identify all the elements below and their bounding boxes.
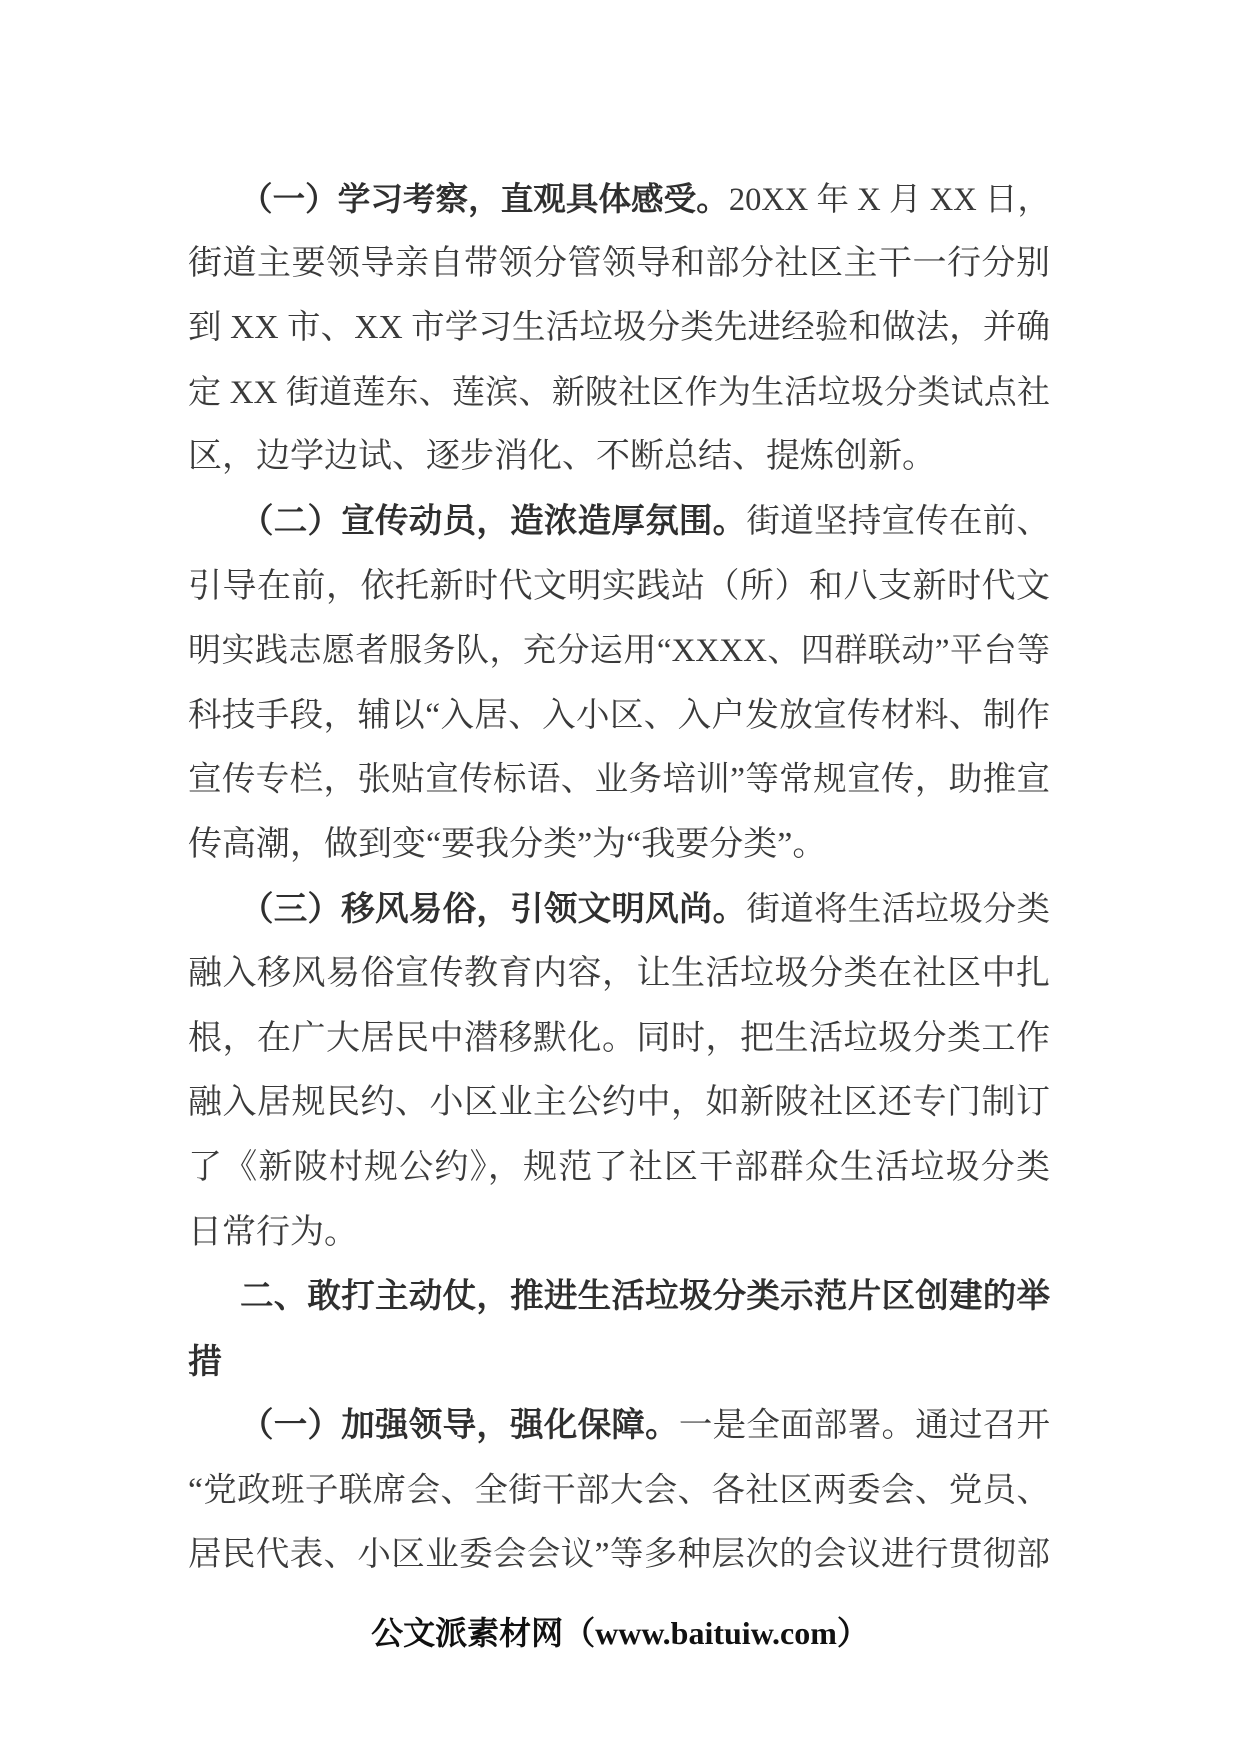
paragraph-1-line-2: 街道主要领导亲自带领分管领导和部分社区主干一行分别 — [188, 244, 1050, 282]
paragraph-2-lead-heading: （二）宣传动员，造浓造厚氛围。 — [240, 502, 747, 540]
paragraph-3-line-1-text: 街道将生活垃圾分类 — [746, 890, 1050, 928]
paragraph-3-line-2: 融入移风易俗宣传教育内容，让生活垃圾分类在社区中扎 — [188, 955, 1050, 993]
paragraph-3-line-1 — [188, 878, 1050, 943]
paragraph-1-line-1 — [188, 167, 1050, 232]
paragraph-3-line-5: 了《新陂村规公约》，规范了社区干部群众生活垃圾分类 — [188, 1148, 1050, 1186]
paragraph-2-line-6: 传高潮，做到变“要我分类”为“我要分类”。 — [188, 825, 827, 863]
paragraph-4-line-2: “党政班子联席会、全街干部大会、各社区两委会、党员、 — [188, 1471, 1050, 1509]
paragraph-3-line-3: 根，在广大居民中潜移默化。同时，把生活垃圾分类工作 — [188, 1019, 1050, 1057]
paragraph-2-line-3: 明实践志愿者服务队，充分运用“XXXX、四群联动”平台等 — [188, 633, 1050, 670]
document-body — [188, 167, 1050, 1588]
paragraph-2-line-4: 科技手段，辅以“入居、入小区、入户发放宣传材料、制作 — [188, 696, 1050, 734]
paragraph-4-line-3: 居民代表、小区业委会会议”等多种层次的会议进行贯彻部 — [188, 1536, 1050, 1574]
paragraph-4-line-1-text: 一是全面部署。通过召开 — [678, 1407, 1050, 1445]
paragraph-4-lead-heading: （一）加强领导，强化保障。 — [240, 1407, 679, 1445]
paragraph-3-line-6: 日常行为。 — [188, 1213, 358, 1251]
paragraph-1-line-5: 区，边学边试、逐步消化、不断总结、提炼创新。 — [188, 438, 936, 476]
paragraph-2-line-1 — [188, 490, 1050, 555]
footer-watermark-text: 公文派素材网（www.baituiw.com） — [371, 1615, 869, 1651]
section-heading-line-2: 措 — [188, 1342, 222, 1381]
paragraph-1-line-4: 定 XX 街道莲东、莲滨、新陂社区作为生活垃圾分类试点社 — [188, 374, 1050, 411]
paragraph-3-line-4: 融入居规民约、小区业主公约中，如新陂社区还专门制订 — [188, 1084, 1050, 1122]
paragraph-3-lead-heading: （三）移风易俗，引领文明风尚。 — [240, 890, 747, 928]
paragraph-1-lead-heading: （一）学习考察，直观具体感受。 — [240, 181, 729, 217]
paragraph-2-line-5: 宣传专栏，张贴宣传标语、业务培训”等常规宣传，助推宣 — [188, 761, 1050, 799]
paragraph-2-line-2: 引导在前，依托新时代文明实践站（所）和八支新时代文 — [188, 567, 1050, 605]
paragraph-4-line-1 — [188, 1394, 1050, 1459]
paragraph-2-line-1-text: 街道坚持宣传在前、 — [746, 502, 1050, 540]
section-heading-line-1: 二、敢打主动仗，推进生活垃圾分类示范片区创建的举 — [240, 1278, 1050, 1316]
paragraph-1-line-1-text: 20XX 年 X 月 XX 日， — [728, 182, 1050, 218]
paragraph-1-line-3: 到 XX 市、XX 市学习生活垃圾分类先进经验和做法，并确 — [188, 309, 1050, 347]
